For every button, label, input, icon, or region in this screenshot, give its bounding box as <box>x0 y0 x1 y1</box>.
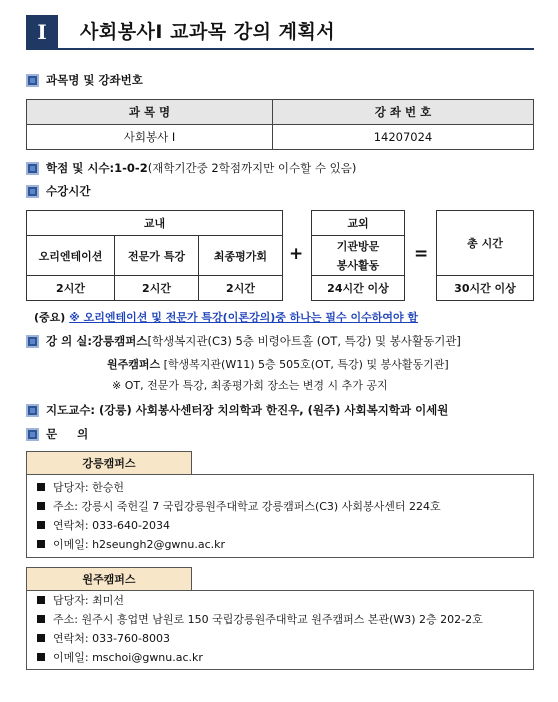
bullet-icon <box>37 502 45 510</box>
off-campus-table <box>311 210 405 301</box>
gangneung-email: 이메일: h2seungh2@gwnu.ac.kr <box>53 538 226 551</box>
expert-lecture-hours: 2시간 <box>115 276 199 301</box>
bullet-square-icon <box>26 404 39 417</box>
credit-note: (재학기간중 2학점까지만 이수할 수 있음) <box>147 161 357 175</box>
section-time-label: 수강시간 <box>46 184 91 198</box>
bullet-icon <box>37 634 45 642</box>
volunteer-header <box>312 236 405 276</box>
contact-item <box>37 517 170 533</box>
expert-lecture-header: 전문가 특강 <box>115 236 199 276</box>
wonju-email: 이메일: mschoi@gwnu.ac.kr <box>53 651 203 664</box>
on-campus-table <box>26 210 283 301</box>
volunteer-hours: 24시간 이상 <box>312 276 405 301</box>
credit-value: 1-0-2 <box>114 161 148 175</box>
important-text: ※ 오리엔테이션 및 전문가 특강(이론강의)중 하나는 필수 이수하여야 함 <box>69 311 419 324</box>
contact-item <box>37 630 170 646</box>
final-eval-header: 최종평가회 <box>199 236 283 276</box>
bullet-square-icon <box>26 74 39 87</box>
equals-sign: = <box>414 244 429 264</box>
bullet-icon <box>37 653 45 661</box>
contact-item <box>37 536 225 552</box>
course-number-value: 14207024 <box>273 125 534 150</box>
contact-item <box>37 649 203 665</box>
room-wonju <box>107 356 449 372</box>
contact-item <box>37 611 483 627</box>
bullet-square-icon <box>26 335 39 348</box>
section-room <box>26 333 461 349</box>
bullet-icon <box>37 615 45 623</box>
section-advisor <box>26 402 448 418</box>
bullet-icon <box>37 596 45 604</box>
room-change-notice: ※ OT, 전문가 특강, 최종평가회 장소는 변경 시 추가 공지 <box>112 379 388 392</box>
section-course-label: 과목명 및 강좌번호 <box>46 73 143 87</box>
course-table <box>26 99 534 150</box>
inquiry-label: 문 의 <box>46 427 89 441</box>
course-name-header: 과 목 명 <box>27 100 273 125</box>
bullet-square-icon <box>26 162 39 175</box>
bullet-icon <box>37 521 45 529</box>
section-number-badge: I <box>26 15 58 49</box>
bullet-icon <box>37 540 45 548</box>
orientation-hours: 2시간 <box>27 276 115 301</box>
bullet-square-icon <box>26 185 39 198</box>
total-table <box>436 210 534 301</box>
room-wonju-detail: [학생복지관(W11) 5층 505호(OT, 특강) 및 봉사활동기관] <box>160 358 449 371</box>
important-notice <box>34 309 418 325</box>
orientation-header: 오리엔테이션 <box>27 236 115 276</box>
contact-item <box>37 479 124 495</box>
on-campus-header: 교내 <box>27 211 283 236</box>
plus-sign: + <box>289 244 304 264</box>
bullet-square-icon <box>26 428 39 441</box>
gangneung-contact-tab: 강릉캠퍼스 <box>26 451 192 474</box>
wonju-contact-tab: 원주캠퍼스 <box>26 567 192 590</box>
wonju-manager: 담당자: 최미선 <box>53 594 124 607</box>
page-title: 사회봉사Ⅰ 교과목 강의 계획서 <box>80 21 336 43</box>
wonju-address: 주소: 원주시 흥업면 남원로 150 국립강릉원주대학교 원주캠퍼스 본관(W3) 2층 202-2호 <box>53 613 483 626</box>
wonju-contact-box <box>26 590 534 670</box>
gangneung-contact-box <box>26 474 534 558</box>
contact-item <box>37 592 124 608</box>
advisor-text: 지도교수: (강릉) 사회봉사센터장 치의학과 한진우, (원주) 사회복지학과 이세원 <box>46 403 449 417</box>
section-course <box>26 72 143 88</box>
gangneung-address: 주소: 강릉시 죽헌길 7 국립강릉원주대학교 강릉캠퍼스(C3) 사회봉사센터 224호 <box>53 500 441 513</box>
total-header: 총 시간 <box>437 211 534 276</box>
final-eval-hours: 2시간 <box>199 276 283 301</box>
gangneung-phone: 연락처: 033-640-2034 <box>53 519 171 532</box>
important-prefix: (중요) <box>34 311 70 324</box>
course-name-value: 사회봉사 Ⅰ <box>27 125 273 150</box>
volunteer-header-line2: 봉사활동 <box>336 258 380 272</box>
section-inquiry <box>26 426 88 442</box>
title-underline <box>26 48 534 50</box>
wonju-phone: 연락처: 033-760-8003 <box>53 632 171 645</box>
room-label: 강 의 실: <box>46 334 92 348</box>
section-credit <box>26 160 356 176</box>
gangneung-manager: 담당자: 한승헌 <box>53 481 124 494</box>
room-gangneung-detail: [학생복지관(C3) 5층 비령아트홀 (OT, 특강) 및 봉사활동기관] <box>147 334 461 348</box>
contact-item <box>37 498 441 514</box>
credit-label: 학점 및 시수: <box>46 161 115 175</box>
section-time <box>26 183 90 199</box>
total-hours: 30시간 이상 <box>437 276 534 301</box>
course-number-header: 강 좌 번 호 <box>273 100 534 125</box>
bullet-icon <box>37 483 45 491</box>
off-campus-header: 교외 <box>312 211 405 236</box>
room-wonju-name: 원주캠퍼스 <box>107 358 161 371</box>
room-gangneung-name: 강릉캠퍼스 <box>91 334 148 348</box>
volunteer-header-line1: 기관방문 <box>336 239 380 253</box>
